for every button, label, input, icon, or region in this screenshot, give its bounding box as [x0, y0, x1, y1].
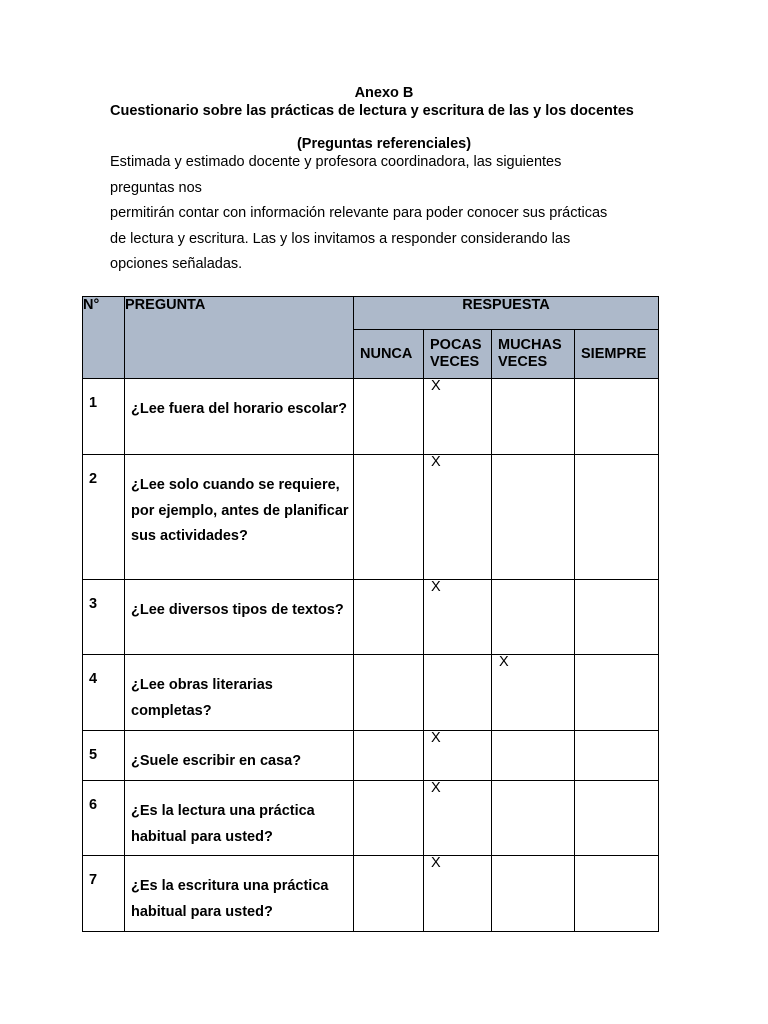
answer-cell[interactable]: [424, 379, 492, 455]
row-number: 4: [83, 655, 125, 731]
intro-line: opciones señaladas.: [110, 256, 243, 272]
answer-cell[interactable]: [354, 731, 424, 781]
intro-paragraph: [110, 150, 670, 278]
row-number: 1: [83, 379, 125, 455]
answer-mark: X: [431, 730, 441, 746]
table-row: [83, 781, 659, 856]
row-question: ¿Lee solo cuando se requiere, por ejemplo, antes de planificar sus actividades?: [125, 455, 354, 580]
header-option-nunca: NUNCA: [354, 330, 424, 379]
questionnaire-table: [82, 296, 659, 932]
document-subtitle: (Preguntas referenciales): [296, 136, 472, 152]
answer-cell[interactable]: [492, 781, 575, 856]
answer-cell[interactable]: [424, 580, 492, 655]
answer-cell[interactable]: [424, 655, 492, 731]
questionnaire-body: [83, 379, 659, 932]
table-row: [83, 580, 659, 655]
row-question: ¿Es la escritura una práctica habitual para usted?: [125, 856, 354, 932]
table-row: [83, 655, 659, 731]
row-number: 6: [83, 781, 125, 856]
answer-cell[interactable]: [492, 455, 575, 580]
answer-cell[interactable]: [575, 455, 659, 580]
answer-cell[interactable]: [354, 856, 424, 932]
answer-cell[interactable]: [424, 856, 492, 932]
answer-cell[interactable]: [575, 781, 659, 856]
annex-title: Anexo B: [354, 85, 414, 101]
row-question: ¿Lee obras literarias completas?: [125, 655, 354, 731]
row-question: ¿Suele escribir en casa?: [125, 731, 354, 781]
answer-cell[interactable]: [492, 856, 575, 932]
answer-cell[interactable]: [575, 856, 659, 932]
answer-mark: X: [431, 454, 441, 470]
header-number: N°: [83, 297, 125, 379]
answer-cell[interactable]: [492, 731, 575, 781]
row-question: ¿Es la lectura una práctica habitual para usted?: [125, 781, 354, 856]
answer-cell[interactable]: [492, 655, 575, 731]
row-number: 2: [83, 455, 125, 580]
answer-cell[interactable]: [354, 379, 424, 455]
answer-cell[interactable]: [575, 580, 659, 655]
header-option-pocas-veces: POCAS VECES: [424, 330, 492, 379]
answer-cell[interactable]: [354, 455, 424, 580]
answer-cell[interactable]: [575, 731, 659, 781]
answer-cell[interactable]: [492, 379, 575, 455]
header-option-siempre: SIEMPRE: [575, 330, 659, 379]
intro-line: permitirán contar con información relevante para poder conocer sus prácticas: [110, 205, 608, 221]
intro-line: de lectura y escritura. Las y los invitamos a responder considerando las: [110, 230, 571, 247]
header-answer: RESPUESTA: [354, 297, 659, 330]
answer-cell[interactable]: [424, 781, 492, 856]
row-number: 5: [83, 731, 125, 781]
answer-cell[interactable]: [354, 781, 424, 856]
answer-mark: X: [431, 855, 441, 871]
row-number: 7: [83, 856, 125, 932]
table-row: [83, 379, 659, 455]
table-row: [83, 455, 659, 580]
answer-mark: X: [499, 654, 509, 670]
intro-line: Estimada y estimado docente y profesora coordinadora, las siguientes: [110, 154, 562, 170]
row-number: 3: [83, 580, 125, 655]
table-row: [83, 731, 659, 781]
answer-mark: X: [431, 378, 441, 394]
intro-line: preguntas nos: [110, 179, 202, 196]
row-question: ¿Lee fuera del horario escolar?: [125, 379, 354, 455]
header-question: PREGUNTA: [125, 297, 354, 379]
row-question: ¿Lee diversos tipos de textos?: [125, 580, 354, 655]
answer-cell[interactable]: [424, 455, 492, 580]
document-title: Cuestionario sobre las prácticas de lectura y escritura de las y los docentes: [110, 103, 634, 119]
answer-cell[interactable]: [354, 580, 424, 655]
answer-cell[interactable]: [354, 655, 424, 731]
header-option-muchas-veces: MUCHAS VECES: [492, 330, 575, 379]
answer-cell[interactable]: [492, 580, 575, 655]
answer-mark: X: [431, 780, 441, 796]
answer-mark: X: [431, 579, 441, 595]
answer-cell[interactable]: [424, 731, 492, 781]
table-row: [83, 856, 659, 932]
answer-cell[interactable]: [575, 655, 659, 731]
answer-cell[interactable]: [575, 379, 659, 455]
